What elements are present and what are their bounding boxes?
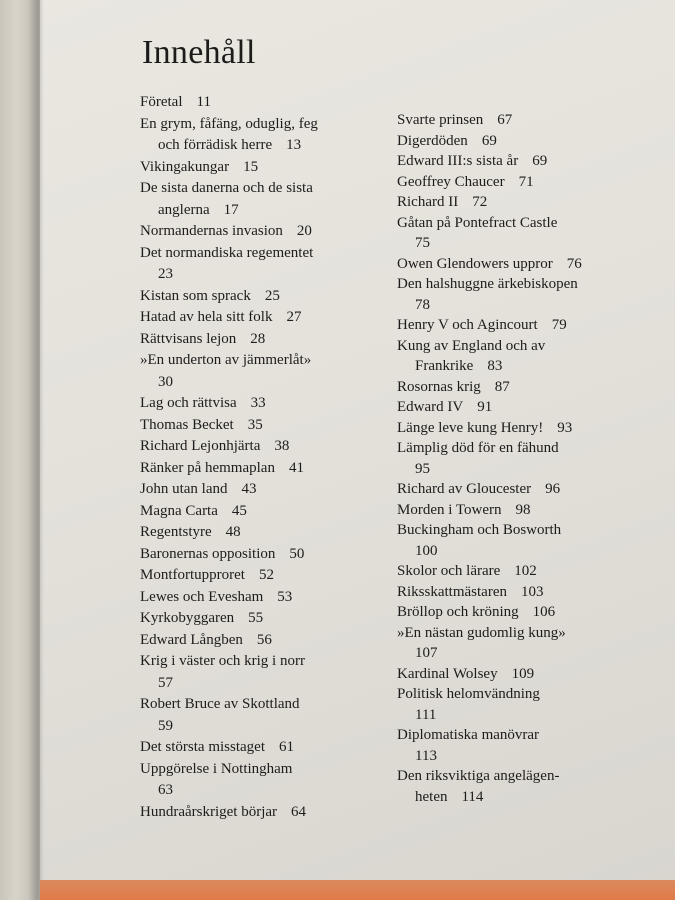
toc-entry-title: Geoffrey Chaucer [397, 173, 505, 190]
toc-entry-page: 38 [274, 438, 290, 454]
toc-entry-continuation-text [397, 748, 437, 764]
toc-entry-continuation [397, 541, 629, 562]
toc-entry [140, 501, 378, 523]
toc-entry-title: Lewes och Evesham [140, 588, 264, 605]
toc-entry-continuation-text [140, 266, 173, 282]
toc-entry-continuation-text [397, 543, 438, 559]
toc-entry-title: Montfortupproret [140, 567, 245, 583]
toc-entry-page: 41 [288, 459, 304, 476]
toc-entry-title: Digerdöden [397, 132, 468, 149]
toc-entry-page: 107 [415, 645, 438, 661]
toc-entry [140, 350, 378, 372]
toc-entry-page: 113 [415, 747, 437, 764]
toc-entry-continuation [140, 673, 378, 695]
toc-column-left [140, 92, 378, 823]
toc-entry-page: 57 [158, 674, 173, 691]
toc-entry [397, 397, 629, 418]
toc-entry [397, 254, 629, 275]
toc-entry-page: 27 [286, 309, 302, 325]
toc-entry-page: 69 [481, 132, 497, 149]
toc-entry [140, 802, 378, 824]
toc-entry [397, 582, 629, 603]
toc-entry-page: 78 [415, 296, 430, 313]
toc-entry-title: Uppgörelse i Nottingham [140, 760, 293, 777]
toc-entry-page: 11 [196, 94, 211, 110]
toc-entry-title: Owen Glendowers uppror [397, 255, 553, 272]
toc-entry-title: Lag och rättvisa [140, 395, 237, 411]
toc-entry [397, 192, 629, 213]
toc-entry-page: 76 [566, 255, 582, 272]
toc-entry-page: 55 [248, 610, 264, 626]
toc-entry-title: Buckingham och Bosworth [397, 522, 562, 538]
toc-entry [397, 213, 629, 234]
toc-entry [140, 92, 378, 114]
toc-entry [397, 664, 629, 685]
toc-entry [397, 274, 629, 295]
toc-entry [140, 178, 378, 200]
toc-entry-title: John utan land [140, 481, 228, 497]
toc-entry-continuation [140, 372, 378, 394]
toc-entry-title: De sista danerna och de sista [140, 180, 313, 196]
toc-entry-title: Ränker på hemmaplan [140, 459, 275, 476]
toc-entry-title: Thomas Becket [140, 416, 234, 433]
toc-entry-title: Krig i väster och krig i norr [140, 653, 305, 669]
toc-entry-title: Kardinal Wolsey [397, 665, 498, 682]
toc-entry-page: 25 [264, 287, 280, 304]
toc-entry [397, 315, 629, 336]
toc-entry-title-cont: heten [415, 788, 448, 805]
toc-entry-page: 50 [289, 545, 305, 562]
toc-entry-page: 30 [158, 373, 173, 390]
toc-entry-continuation [140, 716, 378, 738]
toc-entry-continuation-text [140, 718, 173, 734]
toc-entry-title: Företal [140, 94, 183, 110]
toc-entry-title-cont: Frankrike [415, 358, 474, 374]
toc-entry [397, 520, 629, 541]
toc-entry-page: 33 [250, 395, 266, 411]
toc-entry-continuation [397, 233, 629, 254]
toc-entry [397, 602, 629, 623]
toc-entry [397, 131, 629, 152]
toc-entry-continuation [140, 264, 378, 286]
toc-entry [397, 377, 629, 398]
toc-entry-page: 67 [497, 112, 513, 128]
toc-entry-continuation [397, 643, 629, 664]
toc-entry-continuation [140, 200, 378, 222]
toc-entry-page: 109 [511, 665, 535, 682]
toc-entry-title: En grym, fåfäng, oduglig, feg [140, 115, 318, 132]
toc-entry-title: Den halshuggne ärkebiskopen [397, 276, 578, 292]
toc-entry-title: Kistan som sprack [140, 287, 251, 304]
toc-entry [397, 151, 629, 172]
toc-entry [397, 684, 629, 705]
toc-entry-page: 13 [286, 137, 302, 153]
toc-entry-continuation-text [140, 374, 173, 390]
toc-entry-page: 98 [515, 501, 531, 518]
toc-entry [140, 479, 378, 501]
toc-entry-page: 28 [250, 330, 266, 347]
toc-entry [140, 694, 378, 716]
toc-entry [140, 608, 378, 630]
toc-entry-title: Baronernas opposition [140, 545, 276, 562]
toc-entry-continuation-text [397, 358, 502, 374]
toc-entry-title: »En underton av jämmerlåt» [140, 352, 312, 368]
toc-entry-page: 83 [487, 358, 503, 374]
toc-entry [140, 157, 378, 179]
toc-entry-page: 63 [158, 782, 173, 798]
toc-entry [397, 438, 629, 459]
toc-entry [140, 587, 378, 609]
toc-entry-page: 56 [256, 631, 272, 648]
toc-entry-continuation [140, 135, 378, 157]
toc-entry [397, 725, 629, 746]
toc-entry-title: Skolor och lärare [397, 563, 501, 579]
toc-entry-title: Länge leve kung Henry! [397, 419, 544, 436]
toc-entry [397, 479, 629, 500]
toc-entry [140, 114, 378, 136]
toc-entry-title: Det största misstaget [140, 739, 265, 755]
toc-entry-page: 103 [520, 583, 544, 600]
toc-entry-title: Svarte prinsen [397, 112, 484, 128]
toc-entry-page: 69 [532, 153, 548, 169]
toc-entry-title-cont: och förrädisk herre [158, 137, 273, 153]
toc-entry-page: 114 [461, 788, 484, 805]
toc-entry [397, 500, 629, 521]
toc-entry-title: Regentstyre [140, 524, 212, 540]
toc-entry [140, 630, 378, 652]
toc-entry-title: Den riksviktiga angelägen- [397, 768, 560, 784]
toc-entry-page: 111 [415, 706, 437, 723]
toc-entry-title: Edward IV [397, 399, 464, 415]
toc-entry-page: 35 [247, 416, 263, 433]
toc-entry [140, 458, 378, 480]
toc-entry-title: Politisk helomvändning [397, 686, 540, 702]
toc-entry-title: Kyrkobyggaren [140, 610, 235, 626]
toc-entry-continuation [397, 787, 629, 808]
toc-entry [397, 561, 629, 582]
toc-entry-page: 59 [158, 717, 173, 734]
toc-entry-page: 91 [477, 399, 493, 415]
toc-entry-page: 75 [415, 235, 430, 251]
page-title: Innehåll [142, 34, 256, 71]
toc-entry [140, 522, 378, 544]
toc-entry-title: Bröllop och kröning [397, 604, 519, 620]
toc-entry-continuation [397, 746, 629, 767]
toc-entry-title: Richard II [397, 194, 459, 210]
toc-entry [140, 544, 378, 566]
toc-entry-title: Edward III:s sista år [397, 153, 519, 169]
toc-entry-continuation [397, 705, 629, 726]
toc-entry-continuation-text [397, 789, 483, 805]
toc-entry-continuation-text [140, 137, 301, 153]
toc-entry [397, 766, 629, 787]
toc-entry-page: 20 [296, 223, 312, 239]
toc-entry [140, 286, 378, 308]
book-cover-strip [40, 880, 675, 900]
toc-entry [397, 418, 629, 439]
toc-column-right [397, 110, 629, 807]
toc-entry [140, 221, 378, 243]
toc-entry [140, 393, 378, 415]
toc-entry-page: 15 [243, 158, 259, 175]
toc-entry-page: 79 [551, 317, 567, 333]
toc-entry-title: Henry V och Agincourt [397, 317, 538, 333]
toc-entry-title: Kung av England och av [397, 337, 546, 354]
toc-entry [397, 336, 629, 357]
toc-entry [397, 623, 629, 644]
toc-entry-title: Richard av Gloucester [397, 481, 532, 497]
toc-entry-continuation [397, 295, 629, 316]
toc-entry-title: Rosornas krig [397, 378, 481, 395]
toc-entry [140, 415, 378, 437]
toc-entry-page: 102 [514, 563, 537, 579]
toc-entry-page: 48 [225, 524, 241, 540]
toc-entry-page: 72 [472, 194, 488, 210]
toc-entry-continuation [397, 459, 629, 480]
toc-entry-page: 93 [557, 419, 573, 436]
toc-entry-continuation-text [140, 675, 173, 691]
toc-entry-continuation-text [140, 782, 173, 798]
toc-entry [140, 651, 378, 673]
toc-entry-title: Rättvisans lejon [140, 330, 237, 347]
toc-entry-continuation-text [140, 202, 239, 218]
toc-entry-title: Det normandiska regementet [140, 244, 314, 261]
toc-entry-title: Hatad av hela sitt folk [140, 309, 273, 325]
book-gutter-shadow [28, 0, 44, 900]
toc-entry-title: »En nästan gudomlig kung» [397, 624, 566, 641]
toc-entry-page: 53 [277, 588, 293, 605]
toc-entry-page: 71 [518, 173, 534, 190]
toc-entry-title: Riksskattmästaren [397, 583, 507, 600]
toc-entry-continuation-text [397, 707, 436, 723]
toc-entry-title: Vikingakungar [140, 158, 230, 175]
toc-entry-continuation-text [397, 235, 430, 251]
toc-entry-page: 45 [231, 502, 247, 519]
toc-entry [397, 172, 629, 193]
toc-entry-page: 106 [532, 604, 556, 620]
toc-entry-title: Richard Lejonhjärta [140, 438, 261, 454]
toc-entry-title: Morden i Towern [397, 501, 502, 518]
toc-entry-page: 52 [258, 567, 274, 583]
toc-entry-page: 23 [158, 266, 173, 282]
toc-entry-title: Edward Långben [140, 631, 243, 648]
toc-entry-page: 87 [494, 378, 510, 395]
toc-entry-continuation [140, 780, 378, 802]
toc-entry [140, 307, 378, 329]
toc-entry [140, 436, 378, 458]
toc-entry-title: Diplomatiska manövrar [397, 727, 540, 743]
toc-entry-title: Hundraårskriget börjar [140, 803, 278, 820]
toc-entry-page: 61 [278, 739, 294, 755]
toc-entry-title-cont: anglerna [158, 201, 210, 218]
toc-entry-page: 95 [415, 460, 430, 477]
toc-entry [140, 329, 378, 351]
toc-entry [397, 110, 629, 131]
toc-entry-page: 17 [223, 201, 239, 218]
toc-entry [140, 759, 378, 781]
toc-entry-title: Normandernas invasion [140, 223, 283, 239]
toc-entry-page: 100 [415, 542, 438, 559]
toc-entry-page: 64 [291, 803, 307, 820]
toc-entry-continuation-text [397, 297, 430, 313]
toc-entry-title: Lämplig död för en fähund [397, 440, 559, 456]
toc-entry-title: Magna Carta [140, 502, 218, 519]
toc-entry [140, 243, 378, 265]
toc-entry [140, 737, 378, 759]
toc-entry-page: 43 [241, 481, 257, 497]
toc-entry-title: Gåtan på Pontefract Castle [397, 214, 558, 231]
toc-entry [140, 565, 378, 587]
toc-entry-page: 96 [545, 481, 561, 497]
toc-entry-continuation-text [397, 461, 430, 477]
toc-entry-title: Robert Bruce av Skottland [140, 696, 300, 712]
toc-entry-continuation [397, 356, 629, 377]
toc-entry-continuation-text [397, 645, 438, 661]
